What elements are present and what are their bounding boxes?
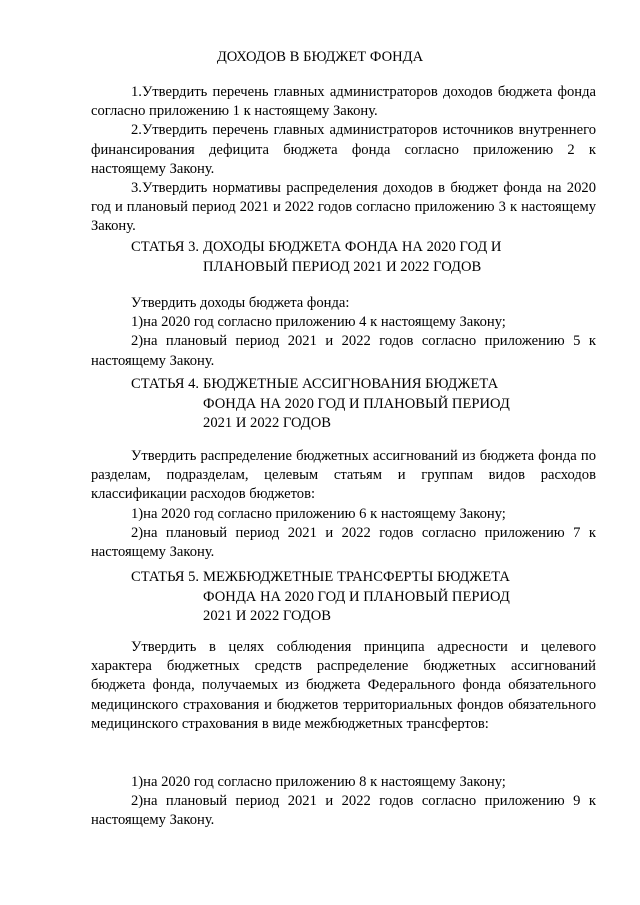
article5-body [91,638,596,734]
article5-item-1: 1)на 2020 год согласно приложению 8 к настоящему Закону; [131,774,506,790]
article3-title-line: ПЛАНОВЫЙ ПЕРИОД 2021 И 2022 ГОДОВ [203,258,482,275]
article3-item-2: 2)на плановый период 2021 и 2022 годов согласно приложению 5 к настоящему Закону. [91,333,596,369]
article4-heading [131,375,591,434]
article3-item-1: 1)на 2020 год согласно приложению 4 к настоящему Закону; [131,314,506,331]
article4-title-line: 2021 И 2022 ГОДОВ [203,415,332,431]
article3-title-line: ДОХОДЫ БЮДЖЕТА ФОНДА НА 2020 ГОД И [203,239,502,255]
article4-title-line: БЮДЖЕТНЫЕ АССИГНОВАНИЯ БЮДЖЕТА [203,376,499,392]
article4-title [199,375,591,434]
article5-heading [131,568,591,627]
article4-item-1: 1)на 2020 год согласно приложению 6 к настоящему Закону; [131,505,506,522]
article4-body [91,447,596,562]
article3-heading [131,238,591,277]
article3-body [91,294,596,371]
intro-item-1: 1.Утвердить перечень главных администраторов доходов бюджета фонда согласно приложению 1 к настоящему Закону. [91,84,596,120]
article5-items [91,773,596,831]
article5-item-2: 2)на плановый период 2021 и 2022 годов согласно приложению 9 к настоящему Закону. [91,793,596,829]
article5-number: СТАТЬЯ 5. [131,569,200,585]
article4-item-2: 2)на плановый период 2021 и 2022 годов согласно приложению 7 к настоящему Закону. [91,524,596,561]
article3-title [199,238,591,277]
article4-intro: Утвердить распределение бюджетных ассигнований из бюджета фонда по разделам, подразделам, целевым статьям и группам видов расходов классификации расходов бюджетов: [91,448,596,503]
intro-item-3: 3.Утвердить нормативы распределения доходов в бюджет фонда на 2020 год и плановый период 2021 и 2022 годов согласно приложению 3 к настоящему Закону. [91,180,596,235]
article5-title-line: 2021 И 2022 ГОДОВ [203,608,332,624]
intro-section [91,83,596,237]
article5-title-line: МЕЖБЮДЖЕТНЫЕ ТРАНСФЕРТЫ БЮДЖЕТА [203,569,510,585]
article5-title [199,568,591,627]
intro-item-2: 2.Утвердить перечень главных администраторов источников внутреннего финансирования дефицита бюджета фонда согласно приложению 2 к настоящему Закону. [91,122,596,177]
page-heading: ДОХОДОВ В БЮДЖЕТ ФОНДА [216,49,424,65]
article4-number: СТАТЬЯ 4. [131,376,200,392]
article4-title-line: ФОНДА НА 2020 ГОД И ПЛАНОВЫЙ ПЕРИОД [203,395,510,412]
article3-intro: Утвердить доходы бюджета фонда: [131,295,350,311]
article5-intro: Утвердить в целях соблюдения принципа адресности и целевого характера бюджетных средств распределение бюджетных ассигнований бюджета фонда, получаемых из бюджета Федерального фонда обязательного медицинского страхования и бюджетов территориальных фондов обязательного медицинского страхования в виде межбюджетных трансфертов: [91,639,596,732]
article5-title-line: ФОНДА НА 2020 ГОД И ПЛАНОВЫЙ ПЕРИОД [203,588,510,605]
article3-number: СТАТЬЯ 3. [131,239,200,255]
